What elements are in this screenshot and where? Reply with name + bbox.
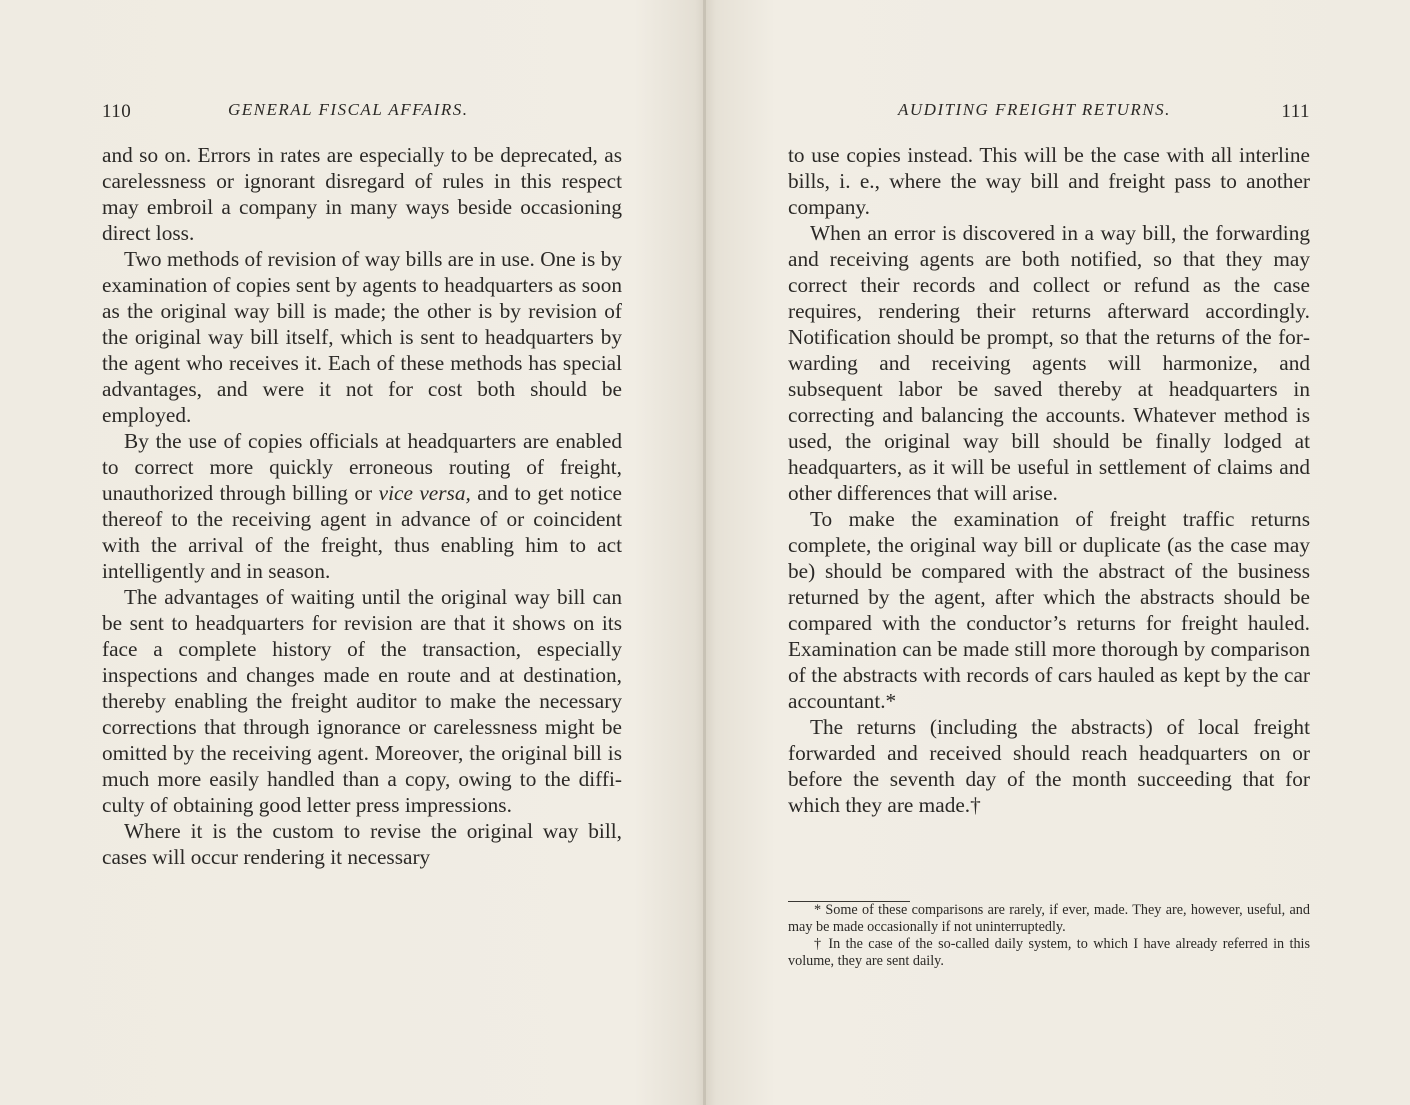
book-gutter: [703, 0, 706, 1105]
left-page: [102, 0, 622, 1105]
latin-phrase: vice versa,: [378, 481, 471, 505]
left-page-number: 110: [102, 101, 132, 122]
paragraph: and so on. Errors in rates are especially to be deprecated, as carelessness or ignorant disregard of rules in this respect may embroil a company in many ways beside occasioning direct loss.: [102, 143, 622, 245]
left-running-head: [102, 100, 622, 126]
right-page-number: 111: [1281, 101, 1310, 122]
paragraph: To make the examination of freight traffic returns complete, the original way bill or duplicate (as the case may be) should be compared with the abstract of the business returned by the agent, after which the abstracts should be compared with the conductor’s returns for freight hauled. Examination can be made still more thorough by comparison of the abstracts with records of cars hauled as kept by the car accountant.*: [788, 507, 1310, 713]
paragraph: Where it is the custom to revise the original way bill, cases will occur rendering it necessary: [102, 819, 622, 869]
paragraph: The returns (including the abstracts) of local freight forwarded and received should reach headquarters on or before the seventh day of the month succeeding that for which they are made.†: [788, 715, 1310, 817]
paragraph: [102, 428, 622, 584]
footnote: † In the case of the so-called daily system, to which I have already referred in this volume, they are sent daily.: [788, 936, 1310, 969]
footnote: * Some of these comparisons are rarely, if ever, made. They are, however, useful, and may be made occasionally if not uninterruptedly.: [788, 902, 1310, 935]
footnotes: [788, 902, 1310, 970]
paragraph: The advantages of waiting until the original way bill can be sent to headquarters for revision are that it shows on its face a complete history of the transaction, especially inspections and changes made en route and at destination, thereby enabling the freight auditor to make the necessary corrections that through ignorance or carelessness might be omitted by the receiving agent. Moreover, the original bill is much more easily handled than a copy, owing to the difficulty of obtaining good letter press impressions.: [102, 585, 622, 817]
left-running-title: GENERAL FISCAL AFFAIRS.: [228, 100, 469, 119]
paragraph-text: and to get notice thereof to the receiving agent in advance of or coincident with the arrival of the freight, thus enabling him to act intelligently and in season.: [102, 481, 623, 583]
right-page-body: [788, 142, 1310, 818]
paragraph: When an error is discovered in a way bill, the forwarding and receiving agents are both notified, so that they may correct their records and collect or refund as the case requires, rendering their returns afterward accordingly. Notification should be prompt, so that the returns of the forwarding and receiving agents will harmonize, and subsequent labor be saved thereby at headquarters in correcting and balancing the accounts. Whatever method is used, the original way bill should be finally lodged at headquarters, as it will be useful in settlement of claims and other differences that will arise.: [788, 221, 1310, 505]
right-running-title: AUDITING FREIGHT RETURNS.: [898, 100, 1171, 119]
paragraph: to use copies instead. This will be the case with all interline bills, i. e., where the way bill and freight pass to another company.: [788, 143, 1310, 219]
right-page: [788, 0, 1310, 1105]
paragraph-text: By the use of copies officials at headquarters are enabled to correct more quickly erroneous routing of freight, unauthorized through billing or: [102, 429, 622, 505]
left-page-body: [102, 142, 622, 870]
right-running-head: [788, 100, 1310, 126]
paragraph: Two methods of revision of way bills are in use. One is by examination of copies sent by agents to headquarters as soon as the original way bill is made; the other is by revision of the original way bill itself, which is sent to headquarters by the agent who receives it. Each of these methods has special advantages, and were it not for cost both should be employed.: [102, 247, 622, 427]
